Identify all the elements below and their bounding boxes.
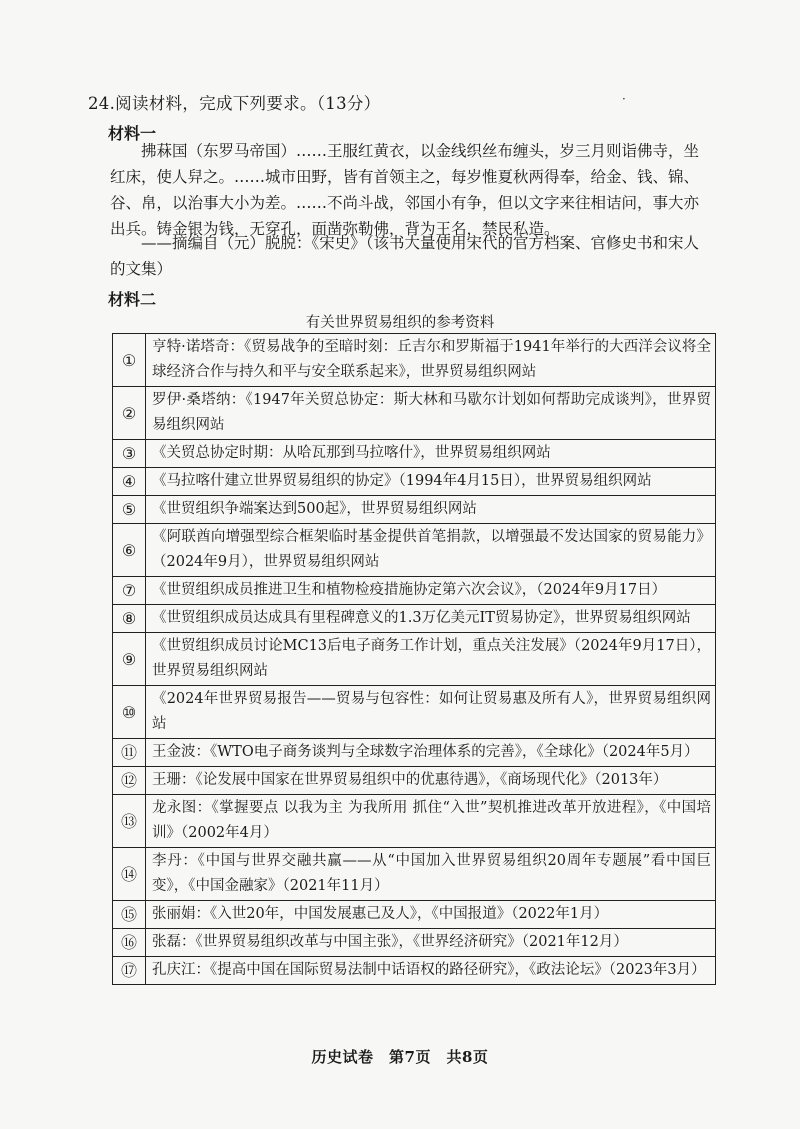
table-row (113, 605, 716, 633)
row-text: 《世贸组织争端案达到500起》，世界贸易组织网站 (146, 496, 716, 524)
row-text: 王金波：《WTO电子商务谈判与全球数字治理体系的完善》，《全球化》（2024年5月） (146, 739, 716, 767)
table-row (113, 577, 716, 605)
row-text: 《2024年世界贸易报告——贸易与包容性：如何让贸易惠及所有人》，世界贸易组织网站 (146, 686, 716, 739)
page-footer: 历史试卷 第7页 共8页 (311, 1048, 489, 1066)
material2-heading: 材料二 (108, 290, 157, 309)
table-row (113, 848, 716, 901)
table-row (113, 468, 716, 496)
row-text: 张丽娟：《入世20年，中国发展惠己及人》，《中国报道》（2022年1月） (146, 901, 716, 929)
row-number: ⑦ (113, 577, 146, 605)
table-row (113, 633, 716, 686)
row-number: ④ (113, 468, 146, 496)
row-text: 《世贸组织成员讨论MC13后电子商务工作计划，重点关注发展》（2024年9月17日），世界贸易组织网站 (146, 633, 716, 686)
table-row (113, 795, 716, 848)
reference-table (112, 333, 716, 985)
row-number: ① (113, 334, 146, 387)
row-text: 《马拉喀什建立世界贸易组织的协定》（1994年4月15日），世界贸易组织网站 (146, 468, 716, 496)
table-caption: 有关世界贸易组织的参考资料 (305, 315, 495, 331)
stray-dot: · (622, 92, 626, 106)
row-number: ⑤ (113, 496, 146, 524)
table-row (113, 440, 716, 468)
row-text: 亨特·诺塔奇：《贸易战争的至暗时刻：丘吉尔和罗斯福于1941年举行的大西洋会议将全球经济合作与持久和平与安全联系起来》，世界贸易组织网站 (146, 334, 716, 387)
row-number: ⑩ (113, 686, 146, 739)
table-row (113, 496, 716, 524)
table-row (113, 387, 716, 440)
table-row (113, 686, 716, 739)
table-row (113, 901, 716, 929)
table-row (113, 929, 716, 957)
material1-source: ——摘编自（元）脱脱：《宋史》（该书大量使用宋代的官方档案、官修史书和宋人的文集） (110, 234, 700, 278)
table-row (113, 739, 716, 767)
row-text: 《世贸组织成员推进卫生和植物检疫措施协定第六次会议》，（2024年9月17日） (146, 577, 716, 605)
row-text: 李丹：《中国与世界交融共赢——从“中国加入世界贸易组织20周年专题展”看中国巨变》，《中国金融家》（2021年11月） (146, 848, 716, 901)
table-row (113, 524, 716, 577)
row-text: 罗伊·桑塔纳：《1947年关贸总协定：斯大林和马歇尔计划如何帮助完成谈判》，世界贸易组织网站 (146, 387, 716, 440)
table-row (113, 334, 716, 387)
row-number: ⑥ (113, 524, 146, 577)
row-text: 《世贸组织成员达成具有里程碑意义的1.3万亿美元IT贸易协定》，世界贸易组织网站 (146, 605, 716, 633)
row-number: ⑧ (113, 605, 146, 633)
row-number: ⑯ (113, 929, 146, 957)
row-number: ⑭ (113, 848, 146, 901)
row-number: ③ (113, 440, 146, 468)
material1-heading: 材料一 (108, 124, 157, 143)
material1-body: 拂菻国（东罗马帝国）……王服红黄衣，以金线织丝布缠头，岁三月则诣佛寺，坐红床，使人舁之。……城市田野，皆有首领主之，每岁惟夏秋两得奉，给金、钱、锦、谷、帛，以治事大小为差。……不尚斗战，邻国小有争，但以文字来往相诘问，事大亦出兵。铸金银为钱，无穿孔，面凿弥勒佛，背为王名，禁民私造。 (110, 142, 700, 238)
row-text: 《关贸总协定时期：从哈瓦那到马拉喀什》，世界贸易组织网站 (146, 440, 716, 468)
row-text: 王珊：《论发展中国家在世界贸易组织中的优惠待遇》，《商场现代化》（2013年） (146, 767, 716, 795)
row-text: 《阿联酋向增强型综合框架临时基金提供首笔捐款，以增强最不发达国家的贸易能力》（2024年9月），世界贸易组织网站 (146, 524, 716, 577)
row-number: ⑮ (113, 901, 146, 929)
table-row (113, 957, 716, 985)
row-number: ⑫ (113, 767, 146, 795)
table-row (113, 767, 716, 795)
row-number: ⑰ (113, 957, 146, 985)
row-number: ② (113, 387, 146, 440)
row-number: ⑪ (113, 739, 146, 767)
reference-table-body (113, 334, 716, 985)
row-number: ⑨ (113, 633, 146, 686)
row-text: 龙永图：《掌握要点 以我为主 为我所用 抓住“入世”契机推进改革开放进程》，《中国培训》（2002年4月） (146, 795, 716, 848)
row-text: 张磊：《世界贸易组织改革与中国主张》，《世界经济研究》（2021年12月） (146, 929, 716, 957)
row-number: ⑬ (113, 795, 146, 848)
question-title: 24.阅读材料，完成下列要求。（13分） (88, 94, 381, 113)
row-text: 孔庆江：《提高中国在国际贸易法制中话语权的路径研究》，《政法论坛》（2023年3月） (146, 957, 716, 985)
